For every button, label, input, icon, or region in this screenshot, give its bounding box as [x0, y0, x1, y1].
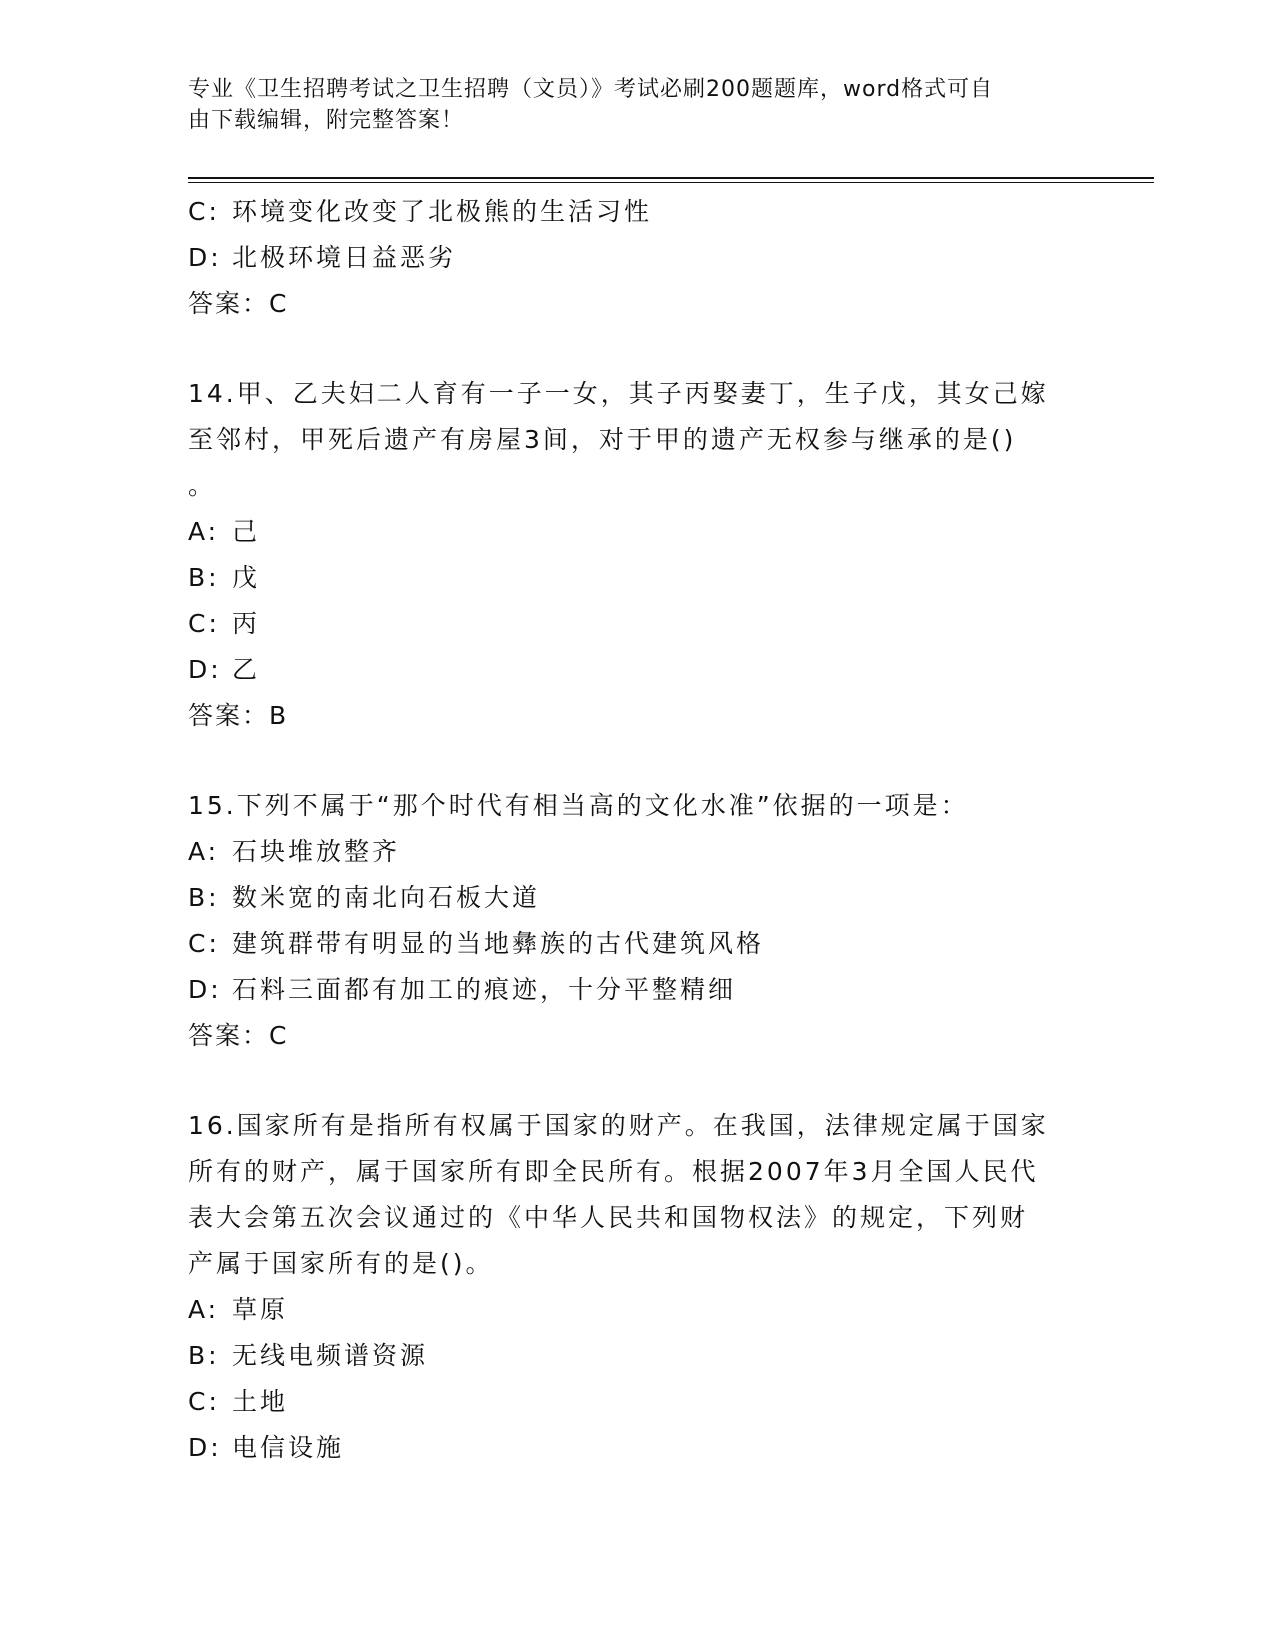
header-divider-thin — [188, 182, 1154, 183]
option-c — [188, 601, 1088, 647]
option-d — [188, 235, 1088, 281]
header-line-2: 由下载编辑，附完整答案！ — [188, 108, 465, 133]
option-key: D: — [188, 975, 222, 1004]
option-d — [188, 967, 1088, 1013]
option-text: 环境变化改变了北极熊的生活习性 — [232, 197, 653, 226]
header-line-1: 专业《卫生招聘考试之卫生招聘（文员）》考试必刷200题题库，word格式可自 — [188, 77, 994, 102]
document-body — [188, 189, 1088, 1471]
question-14 — [188, 371, 1088, 739]
option-d — [188, 1425, 1088, 1471]
spacer — [188, 327, 1088, 371]
option-text: 无线电频谱资源 — [232, 1341, 429, 1370]
option-a — [188, 1287, 1088, 1333]
option-key: D: — [188, 1433, 222, 1462]
option-text: 电信设施 — [232, 1433, 345, 1462]
answer-line: 答案：C — [188, 289, 289, 318]
option-b — [188, 1333, 1088, 1379]
option-b — [188, 875, 1088, 921]
question-text-line: 所有的财产，属于国家所有即全民所有。根据2007年3月全国人民代 — [188, 1157, 1039, 1186]
question-text-line: 。 — [188, 471, 217, 500]
option-c — [188, 921, 1088, 967]
option-text: 土地 — [232, 1387, 289, 1416]
option-key: C: — [188, 197, 220, 226]
header-divider-thick — [188, 177, 1154, 179]
answer-line: 答案：C — [188, 1021, 289, 1050]
option-a — [188, 829, 1088, 875]
option-d — [188, 647, 1088, 693]
option-b — [188, 555, 1088, 601]
option-key: B: — [188, 1341, 220, 1370]
question-13-tail — [188, 189, 1088, 327]
option-key: A: — [188, 837, 220, 866]
option-text: 石块堆放整齐 — [232, 837, 401, 866]
question-text-line: 至邻村，甲死后遗产有房屋3间，对于甲的遗产无权参与继承的是() — [188, 425, 1017, 454]
question-16 — [188, 1103, 1088, 1471]
option-key: D: — [188, 243, 222, 272]
option-key: A: — [188, 517, 220, 546]
option-key: C: — [188, 929, 220, 958]
question-text-line: 15.下列不属于“那个时代有相当高的文化水准”依据的一项是： — [188, 791, 969, 820]
document-header — [188, 74, 1068, 136]
option-key: B: — [188, 883, 220, 912]
option-c — [188, 1379, 1088, 1425]
option-text: 数米宽的南北向石板大道 — [232, 883, 541, 912]
option-key: A: — [188, 1295, 220, 1324]
option-key: B: — [188, 563, 220, 592]
option-text: 草原 — [232, 1295, 289, 1324]
option-text: 北极环境日益恶劣 — [232, 243, 457, 272]
question-text-line: 14.甲、乙夫妇二人育有一子一女，其子丙娶妻丁，生子戊，其女己嫁 — [188, 379, 1049, 408]
question-15 — [188, 783, 1088, 1059]
option-text: 建筑群带有明显的当地彝族的古代建筑风格 — [232, 929, 765, 958]
spacer — [188, 739, 1088, 783]
option-c — [188, 189, 1088, 235]
question-text-line: 表大会第五次会议通过的《中华人民共和国物权法》的规定，下列财 — [188, 1203, 1029, 1232]
question-text-line: 16.国家所有是指所有权属于国家的财产。在我国，法律规定属于国家 — [188, 1111, 1049, 1140]
option-key: D: — [188, 655, 222, 684]
option-a — [188, 509, 1088, 555]
option-key: C: — [188, 609, 220, 638]
option-text: 丙 — [232, 609, 261, 638]
option-text: 己 — [232, 517, 261, 546]
option-key: C: — [188, 1387, 220, 1416]
option-text: 石料三面都有加工的痕迹，十分平整精细 — [232, 975, 737, 1004]
spacer — [188, 1059, 1088, 1103]
option-text: 戊 — [232, 563, 261, 592]
answer-line: 答案：B — [188, 701, 289, 730]
option-text: 乙 — [232, 655, 261, 684]
question-text-line: 产属于国家所有的是()。 — [188, 1249, 494, 1278]
